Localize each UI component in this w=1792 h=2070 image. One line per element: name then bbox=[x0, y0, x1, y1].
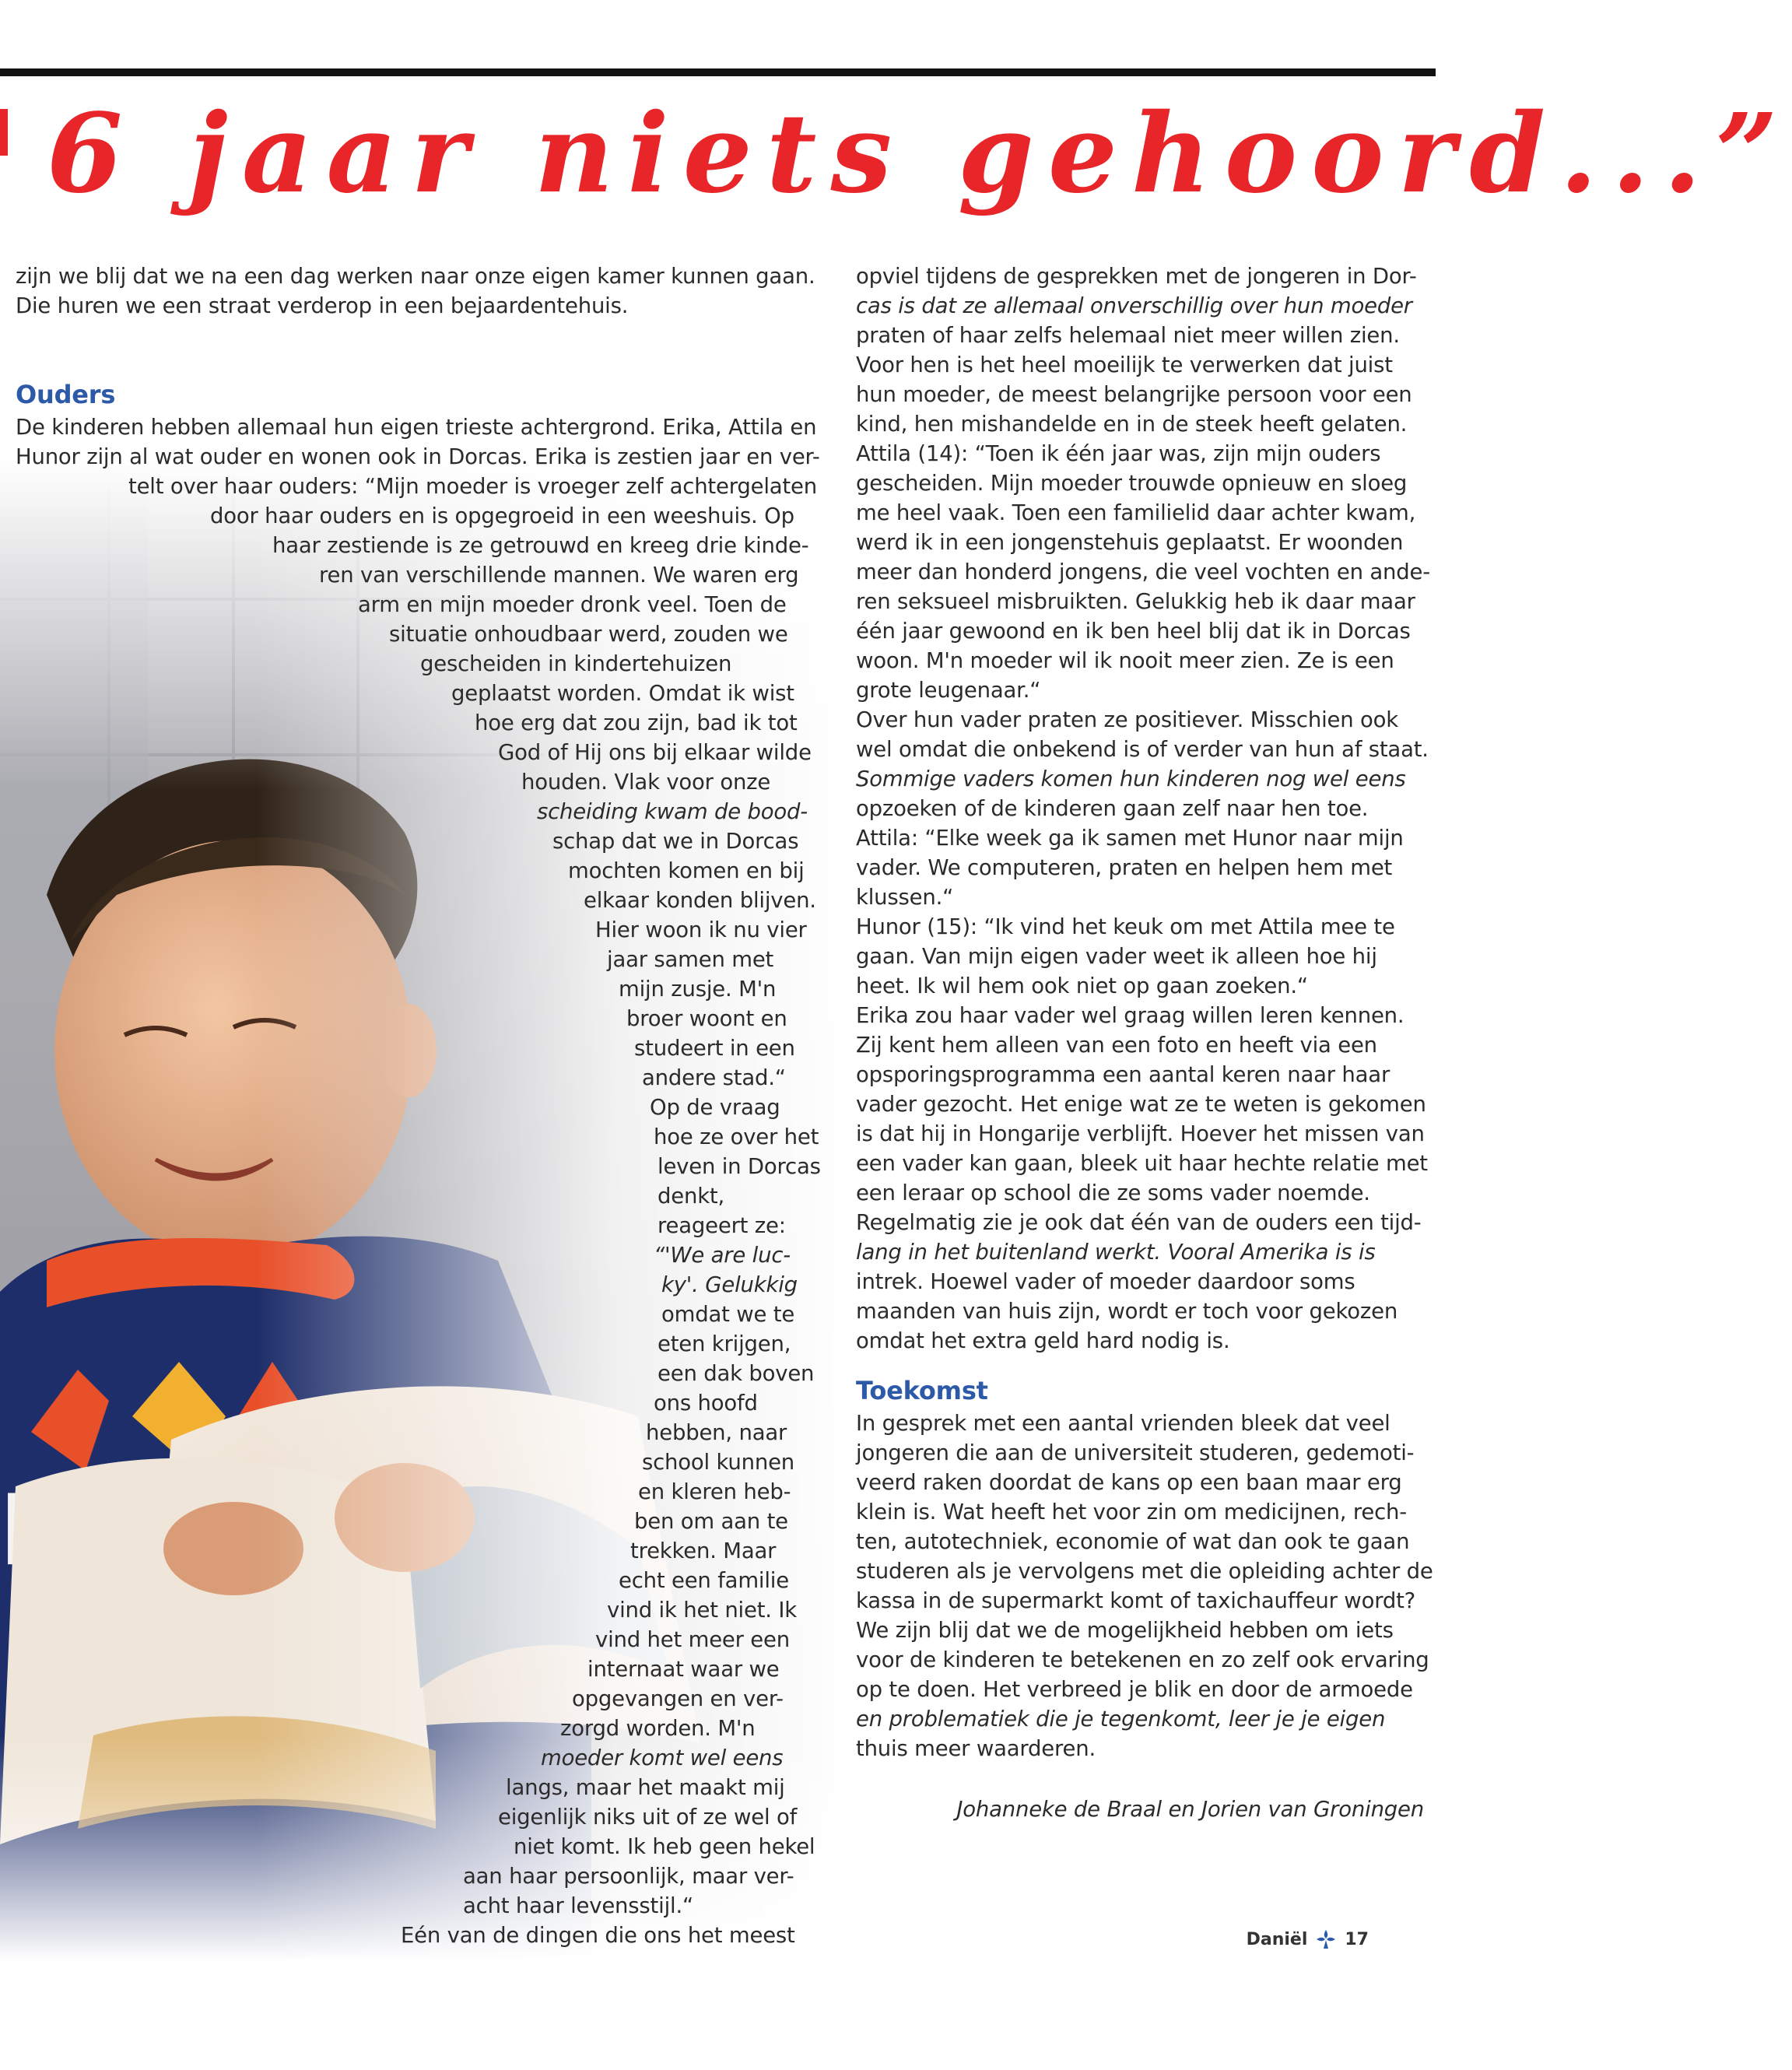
title-quote-mark bbox=[0, 109, 8, 156]
text-line: acht haar levensstijl.“ bbox=[463, 1893, 694, 1918]
text-line: jaar samen met bbox=[607, 947, 774, 972]
text-line: op te doen. Het verbreed je blik en door de armoede bbox=[856, 1677, 1413, 1702]
text-line: Op de vraag bbox=[650, 1095, 780, 1120]
text-line: Attila (14): “Toen ik één jaar was, zijn mijn ouders bbox=[856, 441, 1381, 466]
text-line: eten krijgen, bbox=[658, 1331, 791, 1356]
intro-text bbox=[16, 261, 825, 321]
text-line: Erika zou haar vader wel graag willen leren kennen. bbox=[856, 1003, 1404, 1028]
text-line: situatie onhoudbaar werd, zouden we bbox=[389, 622, 788, 647]
text-line: een vader kan gaan, bleek uit haar hechte relatie met bbox=[856, 1151, 1428, 1176]
text-line: schap dat we in Dorcas bbox=[552, 829, 799, 854]
text-line: klein is. Wat heeft het voor zin om medicijnen, rech- bbox=[856, 1500, 1407, 1524]
text-line: lang in het buitenland werkt. Vooral Amerika is is bbox=[856, 1240, 1376, 1265]
text-line: telt over haar ouders: “Mijn moeder is vroeger zelf achtergelaten bbox=[128, 474, 817, 499]
text-line: Attila: “Elke week ga ik samen met Hunor naar mijn bbox=[856, 826, 1404, 851]
text-line: ons hoofd bbox=[654, 1391, 758, 1416]
text-line: werd ik in een jongenstehuis geplaatst. Er woonden bbox=[856, 530, 1404, 555]
text-line: niet komt. Ik heb geen hekel bbox=[514, 1834, 815, 1859]
text-line: kind, hen mishandelde en in de steek heeft gelaten. bbox=[856, 412, 1408, 437]
text-line: Hier woon ik nu vier bbox=[595, 917, 807, 942]
text-line: studeert in een bbox=[634, 1036, 795, 1061]
text-line: opviel tijdens de gesprekken met de jongeren in Dor- bbox=[856, 264, 1417, 289]
text-line: gaan. Van mijn eigen vader weet ik alleen hoe hij bbox=[856, 944, 1377, 969]
text-line: aan haar persoonlijk, maar ver- bbox=[463, 1864, 794, 1889]
page-footer bbox=[1247, 1928, 1369, 1950]
text-line: en kleren heb- bbox=[638, 1479, 791, 1504]
text-line: langs, maar het maakt mij bbox=[506, 1775, 785, 1800]
text-line: gescheiden in kindertehuizen bbox=[420, 651, 732, 676]
text-line: Regelmatig zie je ook dat één van de ouders een tijd- bbox=[856, 1210, 1422, 1235]
text-line: wel omdat die onbekend is of verder van hun af staat. bbox=[856, 737, 1429, 762]
byline: Johanneke de Braal en Jorien van Groningen bbox=[956, 1797, 1424, 1822]
text-line: andere stad.“ bbox=[642, 1065, 786, 1090]
text-line: eigenlijk niks uit of ze wel of bbox=[498, 1805, 798, 1830]
text-line: veerd raken doordat de kans op een baan maar erg bbox=[856, 1470, 1402, 1495]
text-line: God of Hij ons bij elkaar wilde bbox=[498, 740, 812, 765]
text-line: opzoeken of de kinderen gaan zelf naar hen toe. bbox=[856, 796, 1369, 821]
article-title: 6 jaar niets gehoord...” bbox=[47, 90, 1792, 218]
magazine-name: Daniël bbox=[1246, 1929, 1308, 1949]
text-line: omdat het extra geld hard nodig is. bbox=[856, 1328, 1230, 1353]
text-line: school kunnen bbox=[642, 1450, 795, 1475]
text-line: Sommige vaders komen hun kinderen nog wel eens bbox=[856, 767, 1406, 791]
text-line: cas is dat ze allemaal onverschillig over hun moeder bbox=[856, 293, 1412, 318]
text-line: grote leugenaar.“ bbox=[856, 678, 1041, 703]
text-line: vader. We computeren, praten en helpen hem met bbox=[856, 855, 1393, 880]
text-line: Eén van de dingen die ons het meest bbox=[401, 1923, 795, 1948]
section-heading-toekomst: Toekomst bbox=[856, 1376, 988, 1405]
text-line: De kinderen hebben allemaal hun eigen trieste achtergrond. Erika, Attila en bbox=[16, 415, 817, 440]
page-number: 17 bbox=[1345, 1929, 1369, 1949]
text-line: Over hun vader praten ze positiever. Misschien ook bbox=[856, 707, 1398, 732]
text-line: vind het meer een bbox=[595, 1627, 790, 1652]
text-line: vader gezocht. Het enige wat ze te weten is gekomen bbox=[856, 1092, 1426, 1117]
text-line: hun moeder, de meest belangrijke persoon voor een bbox=[856, 382, 1412, 407]
text-line: opgevangen en ver- bbox=[572, 1686, 784, 1711]
text-line: hoe erg dat zou zijn, bad ik tot bbox=[475, 710, 798, 735]
text-line: mochten komen en bij bbox=[568, 858, 805, 883]
text-line: houden. Vlak voor onze bbox=[521, 770, 771, 795]
text-line: één jaar gewoond en ik ben heel blij dat ik in Dorcas bbox=[856, 619, 1411, 644]
text-line: Hunor (15): “Ik vind het keuk om met Attila mee te bbox=[856, 914, 1395, 939]
intro-line: Die huren we een straat verderop in een bejaardentehuis. bbox=[16, 293, 629, 318]
top-rule bbox=[0, 68, 1436, 76]
text-line: ben om aan te bbox=[634, 1509, 788, 1534]
text-line: leven in Dorcas bbox=[658, 1154, 821, 1179]
text-line: broer woont en bbox=[626, 1006, 787, 1031]
text-line: arm en mijn moeder dronk veel. Toen de bbox=[358, 592, 787, 617]
text-line: trekken. Maar bbox=[630, 1538, 777, 1563]
text-line: ky'. Gelukkig bbox=[661, 1272, 798, 1297]
text-line: scheiding kwam de bood- bbox=[537, 799, 808, 824]
text-line: omdat we te bbox=[661, 1302, 795, 1327]
text-line: opsporingsprogramma een aantal keren naar haar bbox=[856, 1062, 1390, 1087]
text-line: vind ik het niet. Ik bbox=[607, 1598, 798, 1623]
text-line: ren seksueel misbruikten. Gelukkig heb ik daar maar bbox=[856, 589, 1415, 614]
text-line: kassa in de supermarkt komt of taxichauffeur wordt? bbox=[856, 1588, 1416, 1613]
section-ouders bbox=[16, 380, 825, 1950]
text-line: klussen.“ bbox=[856, 885, 954, 910]
text-line: voor de kinderen te betekenen en zo zelf ook ervaring bbox=[856, 1647, 1429, 1672]
text-line: praten of haar zelfs helemaal niet meer willen zien. bbox=[856, 323, 1400, 348]
text-line: jongeren die aan de universiteit studeren, gedemoti- bbox=[856, 1440, 1415, 1465]
text-line: door haar ouders en is opgegroeid in een weeshuis. Op bbox=[210, 503, 794, 528]
text-line: me heel vaak. Toen een familielid daar achter kwam, bbox=[856, 500, 1416, 525]
text-line: gescheiden. Mijn moeder trouwde opnieuw en sloeg bbox=[856, 471, 1408, 496]
text-line: In gesprek met een aantal vrienden bleek dat veel bbox=[856, 1411, 1390, 1436]
text-line: thuis meer waarderen. bbox=[856, 1736, 1096, 1761]
text-line: maanden van huis zijn, wordt er toch voor gekozen bbox=[856, 1299, 1398, 1324]
text-line: internaat waar we bbox=[587, 1657, 780, 1682]
text-line: studeren als je vervolgens met die opleiding achter de bbox=[856, 1559, 1433, 1584]
text-line: moeder komt wel eens bbox=[541, 1745, 784, 1770]
text-line: ren van verschillende mannen. We waren erg bbox=[319, 563, 799, 588]
text-line: Voor hen is het heel moeilijk te verwerken dat juist bbox=[856, 353, 1393, 377]
text-line: geplaatst worden. Omdat ik wist bbox=[451, 681, 794, 706]
text-line: denkt, bbox=[658, 1184, 725, 1209]
text-line: hoe ze over het bbox=[654, 1124, 819, 1149]
text-line: mijn zusje. M'n bbox=[619, 977, 777, 1002]
text-line: We zijn blij dat we de mogelijkheid hebben om iets bbox=[856, 1618, 1394, 1643]
section-heading-ouders: Ouders bbox=[16, 380, 116, 409]
text-line: “'We are luc- bbox=[654, 1243, 791, 1268]
intro-line: zijn we blij dat we na een dag werken naar onze eigen kamer kunnen gaan. bbox=[16, 264, 815, 289]
text-line: Hunor zijn al wat ouder en wonen ook in Dorcas. Erika is zestien jaar en ver- bbox=[16, 444, 820, 469]
text-line: elkaar konden blijven. bbox=[584, 888, 816, 913]
text-line: is dat hij in Hongarije verblijft. Hoever het missen van bbox=[856, 1121, 1425, 1146]
fleur-icon bbox=[1315, 1928, 1337, 1950]
text-line: haar zestiende is ze getrouwd en kreeg drie kinde- bbox=[272, 533, 809, 558]
text-line: heet. Ik wil hem ook niet op gaan zoeken.“ bbox=[856, 974, 1308, 998]
text-line: echt een familie bbox=[619, 1568, 789, 1593]
text-line: zorgd worden. M'n bbox=[560, 1716, 756, 1741]
text-line: hebben, naar bbox=[646, 1420, 787, 1445]
text-line: ten, autotechniek, economie of wat dan ook te gaan bbox=[856, 1529, 1410, 1554]
text-line: meer dan honderd jongens, die veel vochten en ande- bbox=[856, 560, 1430, 584]
text-line: woon. M'n moeder wil ik nooit meer zien. Ze is een bbox=[856, 648, 1394, 673]
right-column bbox=[856, 261, 1433, 1824]
text-line: een leraar op school die ze soms vader noemde. bbox=[856, 1181, 1370, 1205]
text-line: reageert ze: bbox=[658, 1213, 786, 1238]
text-line: Zij kent hem alleen van een foto en heeft via een bbox=[856, 1033, 1377, 1058]
text-line: intrek. Hoewel vader of moeder daardoor soms bbox=[856, 1269, 1355, 1294]
text-line: een dak boven bbox=[658, 1361, 815, 1386]
text-line: en problematiek die je tegenkomt, leer je je eigen bbox=[856, 1707, 1386, 1731]
